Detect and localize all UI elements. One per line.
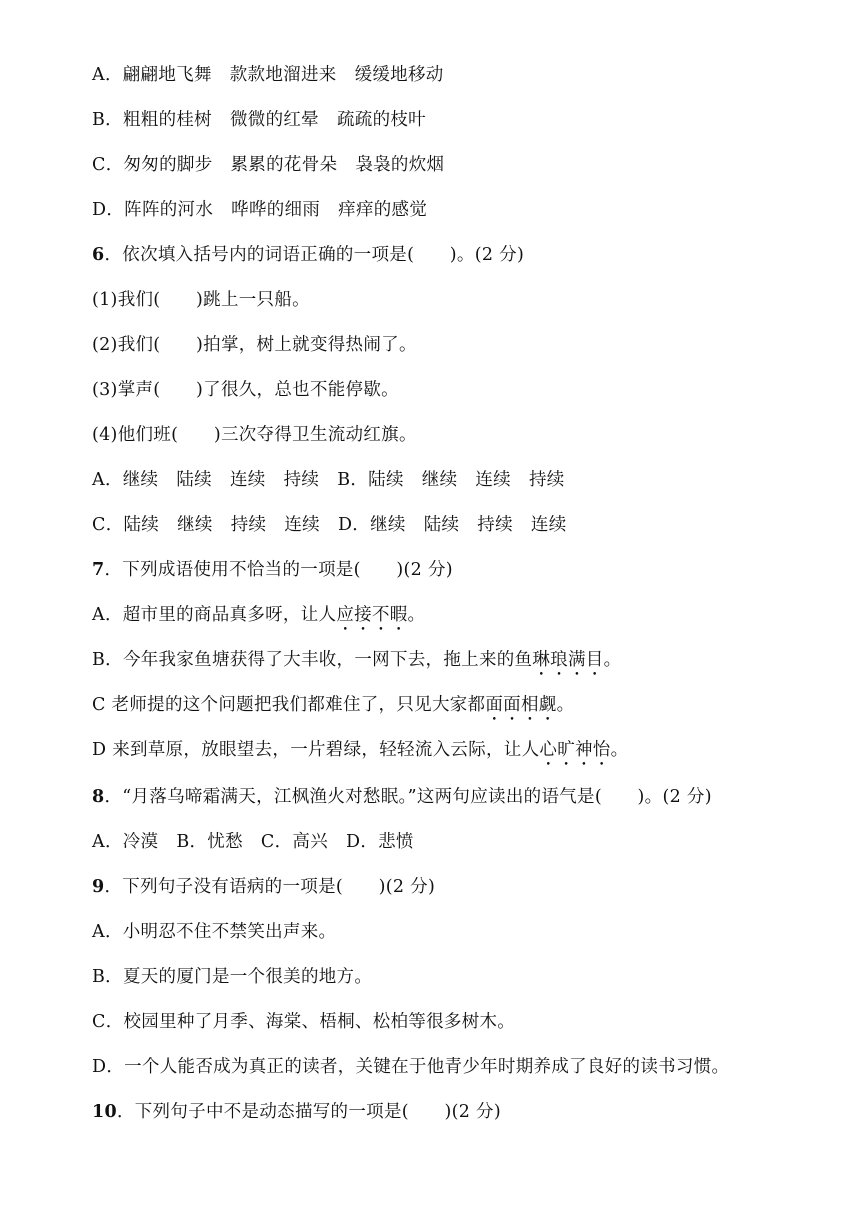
sentence-text: D 来到草原，放眼望去，一片碧绿，轻轻流入云际，让人 [92,740,540,760]
option-word: 继续 [177,515,213,535]
option-word: 疏疏的枝叶 [336,110,426,130]
option-word: 连续 [284,515,320,535]
option-a: A．冷漠 [92,832,159,852]
dotted-idiom: 琳琅满目 [532,650,604,670]
question-number: 8 [92,787,105,807]
option-label: B． [337,470,369,490]
dotted-idiom: 应接不暇 [336,605,408,625]
q7-option-c [92,693,574,717]
option-word: 持续 [230,515,267,535]
sentence-end: 。 [610,740,629,760]
option-word: 匆匆的脚步 [123,155,213,175]
question-number: 10 [92,1102,117,1122]
question-6 [92,243,524,267]
option-word: 阵阵的河水 [124,200,214,220]
question-8 [92,785,712,809]
option-word: 粗粗的桂树 [122,110,212,130]
question-text: ．“月落乌啼霜满天，江枫渔火对愁眠。”这两句应读出的语气是( )。(2 分) [104,787,712,807]
q8-options [92,830,414,854]
option-word: 累累的花骨朵 [230,155,338,175]
sentence-text: (1)我们( )跳上一只船。 [92,290,310,310]
sentence-end: 。 [407,605,426,625]
q5-option-c [92,153,444,177]
sentence-text: C 老师提的这个问题把我们都难住了，只见大家都 [92,695,486,715]
option-word: 继续 [122,470,159,490]
option-word: 陆续 [176,470,212,490]
q9-option-b [92,965,372,989]
q5-option-b [92,108,426,132]
sentence-end: 。 [556,695,575,715]
option-word: 连续 [530,515,567,535]
option-word: 痒痒的感觉 [338,200,428,220]
option-word: 连续 [229,470,266,490]
question-text: ．下列成语使用不恰当的一项是( )(2 分) [104,560,453,580]
option-word: 袅袅的炊烟 [355,155,445,175]
q6-sentence-4 [92,423,417,447]
sentence-text: A．超市里的商品真多呀，让人 [92,605,337,625]
option-word: 陆续 [423,515,460,535]
q6-sentence-3 [92,378,399,402]
option-c: C．高兴 [260,832,328,852]
q6-sentence-2 [92,333,417,357]
option-word: 微微的红晕 [229,110,319,130]
q6-options-ab [92,468,565,492]
option-word: 缓缓地移动 [354,65,444,85]
option-b: B．忧愁 [176,832,243,852]
option-label: D． [337,515,371,535]
sentence-text: (3)掌声( )了很久，总也不能停歇。 [92,380,399,400]
sentence-end: 。 [603,650,622,670]
question-7 [92,558,453,582]
option-label: C． [92,155,124,175]
sentence-text: D．一个人能否成为真正的读者，关键在于他青少年时期养成了良好的读书习惯。 [92,1057,730,1077]
option-word: 陆续 [368,470,404,490]
option-word: 翩翩地飞舞 [122,65,212,85]
q7-option-a [92,603,425,627]
q5-option-d [92,198,427,222]
sentence-text: (2)我们( )拍掌，树上就变得热闹了。 [92,335,417,355]
sentence-text: B．今年我家鱼塘获得了大丰收，一网下去，拖上来的鱼 [92,650,533,670]
q9-option-a [92,920,336,944]
option-word: 继续 [370,515,406,535]
option-label: C． [92,515,124,535]
question-9 [92,875,435,899]
option-word: 连续 [475,470,511,490]
question-10 [92,1100,501,1124]
option-word: 持续 [528,470,565,490]
option-word: 继续 [421,470,458,490]
question-number: 6 [92,245,105,265]
dotted-idiom: 面面相觑 [485,695,557,715]
option-word: 款款地溜进来 [229,65,337,85]
option-label: D． [92,200,125,220]
q6-options-cd [92,513,567,537]
question-text: ．依次填入括号内的词语正确的一项是( )。(2 分) [104,245,525,265]
question-number: 9 [92,877,105,897]
option-word: 陆续 [123,515,160,535]
sentence-text: C．校园里种了月季、海棠、梧桐、松柏等很多树木。 [92,1012,516,1032]
question-text: ．下列句子没有语病的一项是( )(2 分) [104,877,436,897]
q7-option-b [92,648,621,672]
option-word: 持续 [477,515,513,535]
dotted-idiom: 心旷神怡 [539,740,611,760]
sentence-text: B．夏天的厦门是一个很美的地方。 [92,967,373,987]
option-label: A． [92,470,123,490]
option-d: D．悲愤 [346,832,414,852]
q9-option-c [92,1010,515,1034]
option-word: 持续 [283,470,320,490]
question-number: 7 [92,560,105,580]
q9-option-d [92,1055,729,1079]
question-text: ．下列句子中不是动态描写的一项是( )(2 分) [116,1102,501,1122]
option-word: 哗哗的细雨 [231,200,321,220]
q7-option-d [92,738,628,762]
q5-option-a [92,63,444,87]
q6-sentence-1 [92,288,310,312]
option-label: A． [92,65,123,85]
option-label: B． [92,110,123,130]
sentence-text: A．小明忍不住不禁笑出声来。 [92,922,337,942]
sentence-text: (4)他们班( )三次夺得卫生流动红旗。 [92,425,417,445]
